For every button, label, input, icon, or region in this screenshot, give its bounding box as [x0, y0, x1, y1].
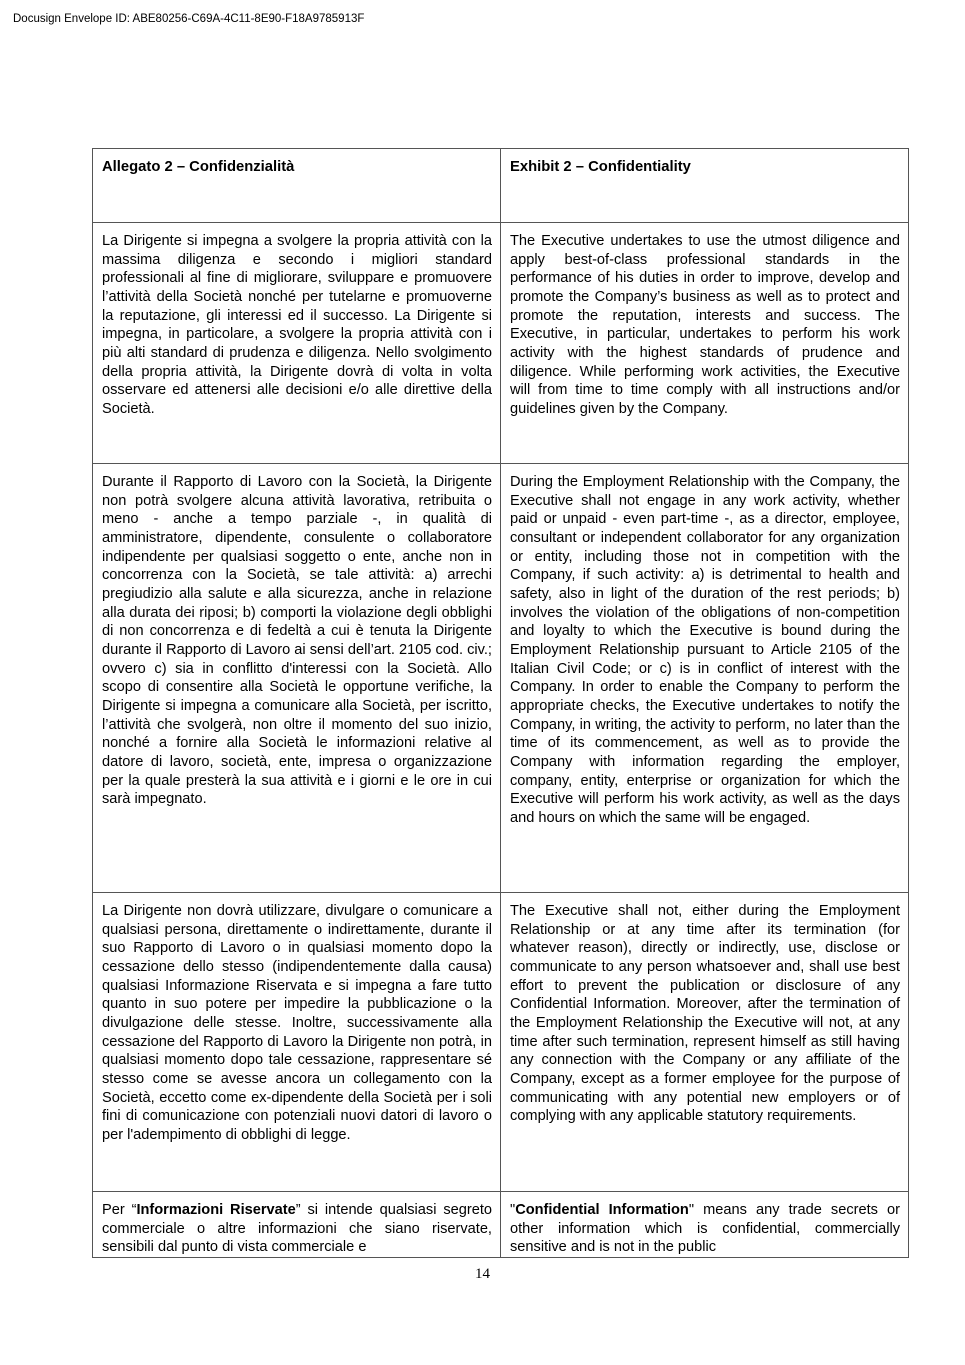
- bilingual-clause-table: [92, 148, 909, 1258]
- defined-term-italian: Informazioni Riservate: [136, 1202, 296, 1218]
- clause-text-english: During the Employment Relationship with the Company, the Executive shall not engage in any work activity, whether paid or unpaid - even part-time -, as a director, employee, consultant or independent collaborator for any organization or entity, including those not in competition with the Company, if such activity: a) is detrimental to health and safety, also in light of the duration of the rest periods; b) involves the violation of the obligations of non-competition and loyalty to which the Executive is bound during the Employment Relationship pursuant to Article 2105 of the Italian Civil Code; or c) is in conflict of interest with the Company. In order to enable the Company to perform the appropriate checks, the Executive undertakes to notify the Company, in writing, the activity to perform, no later than the time of its commencement, as well as to provide the Company with information regarding the employer, company, entity, enterprise or organization for which the Executive will perform his work activity, as well as the days and hours on which the same will be engaged.: [510, 474, 900, 826]
- table-row: [93, 223, 909, 464]
- clause-text-italian: Durante il Rapporto di Lavoro con la Società, la Dirigente non potrà svolgere alcuna attività lavorativa, retribuita o meno - anche a tempo parziale -, in qualità di amministratore, dipendente, consulente o collaboratore indipendente per qualsiasi soggetto o ente, anche non in concorrenza con la Società, se tale attività: a) arrechi pregiudizio alla salute e alla sicurezza, anche in relazione alla durata dei riposi; b) comporti la violazione degli obblighi di non concorrenza e di fedeltà a cui è tenuta la Dirigente durante il Rapporto di Lavoro ai sensi dell’art. 2105 cod. civ.; ovvero c) sia in conflitto d'interessi con la Società. Allo scopo di consentire alla Società le opportune verifiche, la Dirigente si impegna a comunicare alla Società, per iscritto, l’attività che svolgerà, non oltre il momento del suo inizio, nonché a fornire alla Società le informazioni relative al datore di lavoro, società, ente, impresa o organizzazione per la quale presterà la sua attività e i giorni e le ore in cui sarà impegnato.: [102, 474, 492, 808]
- docusign-envelope-id: Docusign Envelope ID: ABE80256-C69A-4C11-8E90-F18A9785913F: [13, 13, 365, 25]
- definition-suffix-italian: ” si intende qualsiasi segreto commerciale o altre informazioni che siano riservate, sensibili dal punto di vista commerciale e: [102, 1202, 492, 1256]
- definition-suffix-english: " means any trade secrets or other information which is confidential, commercially sensitive and is not in the public: [510, 1202, 900, 1256]
- clause-text-english: The Executive undertakes to use the utmost diligence and apply best-of-class professional standards in the performance of his duties in order to improve, develop and promote the Company’s business as well as to protect and promote the reputation, interests and success. The Executive, in particular, undertakes to perform his work activity with the highest standards of prudence and diligence. While performing work activities, the Executive will from time to time comply with all instructions and/or guidelines given by the Company.: [510, 233, 900, 417]
- header-english: Exhibit 2 – Confidentiality: [510, 159, 691, 175]
- definition-prefix-english: ": [510, 1202, 516, 1218]
- header-italian: Allegato 2 – Confidenzialità: [102, 159, 295, 175]
- defined-term-english: Confidential Information: [515, 1202, 689, 1218]
- table-row: [93, 464, 909, 893]
- clause-cell-english: [501, 893, 909, 1192]
- definition-cell-english: [501, 1192, 909, 1258]
- definition-prefix-italian: Per “: [102, 1202, 137, 1218]
- clause-text-italian: La Dirigente si impegna a svolgere la propria attività con la massima diligenza e secondo i migliori standard professionali al fine di migliorare, sviluppare e promuovere l’attività della Società nonché per tutelarne e promuoverne la reputazione, gli interessi ed il successo. La Dirigente si impegna, in particolare, a svolgere la propria attività con i più alti standard di prudenza e diligenza. Nello svolgimento della propria attività, la Dirigente dovrà di volta in volta osservare ed attenersi alle decisioni e/o alle direttive della Società.: [102, 233, 492, 417]
- clause-cell-english: [501, 464, 909, 893]
- definition-text-english: [510, 1201, 900, 1257]
- table-row-definition: [93, 1192, 909, 1258]
- header-cell-italian: [93, 149, 501, 223]
- clause-text-italian: La Dirigente non dovrà utilizzare, divulgare o comunicare a qualsiasi persona, direttamente o indirettamente, durante il suo Rapporto di Lavoro o in qualsiasi momento dopo la cessazione dello stesso (indipendentemente dalla causa) qualsiasi Informazione Riservata e si impegna a fare tutto quanto in suo potere per impedire la pubblicazione o la divulgazione delle stesse. Inoltre, successivamente alla cessazione del Rapporto di Lavoro la Dirigente non potrà, in qualsiasi momento dopo tale cessazione, rappresentare sé stesso come se avesse ancora un collegamento con la Società, eccetto come ex-dipendente della Società per i soli fini di comunicazione con potenziali nuovi datori di lavoro o per l'adempimento di obblighi di legge.: [102, 903, 492, 1143]
- table-row: [93, 893, 909, 1192]
- clause-cell-italian: [93, 893, 501, 1192]
- clause-cell-english: [501, 223, 909, 464]
- definition-cell-italian: [93, 1192, 501, 1258]
- page-number: 14: [475, 1266, 490, 1282]
- definition-text-italian: [102, 1201, 492, 1257]
- clause-cell-italian: [93, 464, 501, 893]
- table-header-row: [93, 149, 909, 223]
- header-cell-english: [501, 149, 909, 223]
- clause-cell-italian: [93, 223, 501, 464]
- clause-text-english: The Executive shall not, either during the Employment Relationship or at any time after its termination (for whatever reason), directly or indirectly, use, disclose or communicate to any person whatsoever and, shall use best effort to prevent the publication or disclosure of any Confidential Information. Moreover, after the termination of the Employment Relationship the Executive will not, at any time after such termination, represent himself as still having any connection with the Company or any affiliate of the Company, except as a former employee for the purpose of communicating with any potential new employers or of complying with any applicable statutory requirements.: [510, 903, 900, 1125]
